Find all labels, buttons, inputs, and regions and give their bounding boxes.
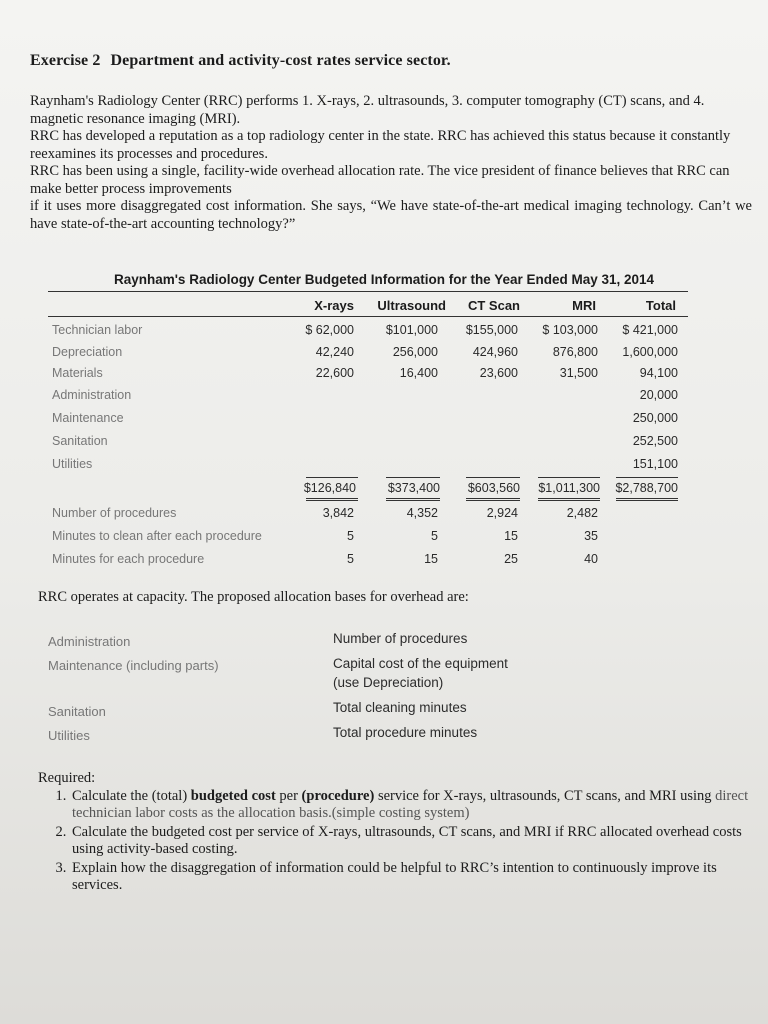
req1-text-a: Calculate the (total) [72, 788, 191, 804]
col-header-ct-scan: CT Scan [467, 298, 520, 313]
table-cell: 42,240 [315, 345, 354, 359]
sum-rule [466, 477, 520, 478]
col-header-xrays: X-rays [314, 298, 354, 313]
req1-text-b: per [275, 788, 302, 804]
exercise-heading: Department and activity-cost rates service sector. [110, 52, 451, 69]
table-cell: 15 [424, 552, 438, 566]
table-cell: 5 [347, 552, 354, 566]
table-cell: $ 62,000 [305, 323, 354, 337]
table-cell: $ 103,000 [542, 323, 598, 337]
row-label-technician-labor: Technician labor [52, 323, 143, 337]
sum-rule [616, 477, 678, 478]
row-label-depreciation: Depreciation [52, 345, 123, 359]
col-header-mri: MRI [572, 298, 596, 313]
col-header-total: Total [645, 298, 676, 313]
required-heading: Required: [38, 770, 96, 786]
table-cell: 1,600,000 [622, 345, 678, 359]
table-cell: 4,352 [406, 506, 438, 520]
table-cell: 424,960 [472, 345, 518, 359]
req1-text-c: service for X-rays, ultrasounds, CT scans, and MRI using [374, 788, 716, 804]
table-top-rule [48, 291, 688, 292]
col-header-ultrasound: Ultrasound [377, 298, 446, 313]
total-cell: $373,400 [387, 481, 440, 495]
required-list [38, 788, 754, 894]
basis-cost-sanitation: Sanitation [48, 704, 106, 719]
table-cell: 151,100 [632, 457, 678, 471]
table-cell: 94,100 [639, 366, 678, 380]
required-item-1 [70, 788, 754, 822]
intro-paragraph-4: if it uses more disaggregated cost information. She says, “We have state-of-the-art medical imaging technology. Can’t we have state-of-the-art accounting technology?” [30, 198, 752, 232]
total-cell: $126,840 [303, 481, 356, 495]
table-cell: 20,000 [639, 388, 678, 402]
required-section [38, 770, 754, 896]
table-cell: $155,000 [465, 323, 518, 337]
basis-value-utilities: Total procedure minutes [333, 725, 478, 740]
table-cell: 2,482 [566, 506, 598, 520]
total-cell: $603,560 [467, 481, 520, 495]
intro-paragraph-2: RRC has developed a reputation as a top radiology center in the state. RRC has achieved this status because it constantly reexamines its processes and procedures. [30, 128, 731, 162]
sum-rule [386, 477, 440, 478]
table-cell: 31,500 [559, 366, 598, 380]
required-item-3: 3. Explain how the disaggregation of information could be helpful to RRC’s intention to continuously improve its services. [70, 860, 754, 894]
table-cell: $ 421,000 [622, 323, 678, 337]
double-rule [386, 498, 440, 501]
table-cell: 16,400 [399, 366, 438, 380]
intro-text [30, 93, 752, 233]
double-rule [616, 498, 678, 501]
double-rule [538, 498, 600, 501]
exercise-number: Exercise 2 [30, 52, 101, 69]
sum-rule [538, 477, 600, 478]
row-label-administration: Administration [52, 388, 132, 402]
row-label-materials: Materials [52, 366, 103, 380]
table-cell: 252,500 [632, 434, 678, 448]
table-cell: 22,600 [315, 366, 354, 380]
row-label-utilities: Utilities [52, 457, 93, 471]
table-cell: 35 [584, 529, 598, 543]
table-cell: 2,924 [486, 506, 518, 520]
basis-value-sanitation: Total cleaning minutes [333, 700, 467, 715]
basis-note-maintenance: (use Depreciation) [333, 675, 444, 690]
table-cell: 256,000 [392, 345, 438, 359]
basis-cost-maintenance: Maintenance (including parts) [48, 658, 219, 673]
double-rule [306, 498, 358, 501]
intro-paragraph-1: Raynham's Radiology Center (RRC) performs 1. X-rays, 2. ultrasounds, 3. computer tomography (CT) scans, and 4. magnetic resonance imaging (MRI). [30, 93, 705, 127]
double-rule [466, 498, 520, 501]
row-label-procedure-minutes: Minutes for each procedure [52, 552, 205, 566]
basis-value-administration: Number of procedures [333, 631, 468, 646]
exercise-title [30, 52, 451, 70]
table-title: Raynham's Radiology Center Budgeted Information for the Year Ended May 31, 2014 [113, 272, 655, 287]
req1-bold-b: (procedure) [301, 788, 375, 804]
table-cell: 15 [504, 529, 518, 543]
capacity-text: RRC operates at capacity. The proposed allocation bases for overhead are: [38, 589, 469, 605]
intro-paragraph-3: RRC has been using a single, facility-wide overhead allocation rate. The vice president of finance believes that RRC can make better process improvements [30, 163, 730, 197]
row-label-maintenance: Maintenance [52, 411, 124, 425]
basis-cost-administration: Administration [48, 634, 131, 649]
row-label-cleaning-minutes: Minutes to clean after each procedure [52, 529, 262, 543]
req1-bold-a: budgeted cost [190, 788, 276, 804]
sum-rule [306, 477, 358, 478]
total-cell: $1,011,300 [538, 481, 600, 495]
basis-cost-utilities: Utilities [48, 728, 90, 743]
total-cell: $2,788,700 [615, 481, 678, 495]
table-cell: 5 [431, 529, 438, 543]
required-item-2: 2. Calculate the budgeted cost per service of X-rays, ultrasounds, CT scans, and MRI if RRC allocated overhead costs using activity-based costing. [70, 824, 754, 858]
table-cell: 5 [347, 529, 354, 543]
table-cell: 23,600 [479, 366, 518, 380]
table-cell: 3,842 [322, 506, 354, 520]
req1-text-d: direct technician labor costs as the allocation basis.(simple costing system) [72, 788, 749, 821]
table-cell: 40 [584, 552, 598, 566]
row-label-sanitation: Sanitation [52, 434, 108, 448]
table-cell: 876,800 [552, 345, 598, 359]
table-cell: 25 [504, 552, 518, 566]
row-label-number-of-procedures: Number of procedures [52, 506, 177, 520]
table-cell: $101,000 [385, 323, 438, 337]
table-cell: 250,000 [632, 411, 678, 425]
table-header-rule [48, 316, 688, 317]
basis-value-maintenance: Capital cost of the equipment [333, 656, 508, 671]
